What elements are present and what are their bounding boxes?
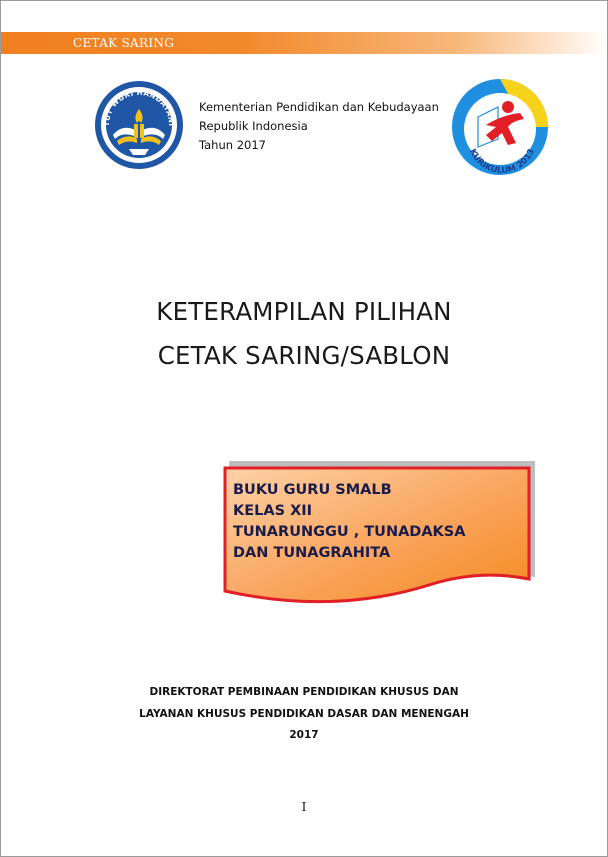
header-banner (1, 32, 607, 54)
page-number: I (301, 800, 307, 814)
card-line-2: KELAS XII (233, 503, 313, 519)
logo-text: KURIKULUM 2013 (467, 147, 537, 177)
book-title-line-2: CETAK SARING/SABLON (157, 341, 451, 370)
banner-title: CETAK SARING (73, 36, 175, 50)
ministry-country: Republik Indonesia (199, 119, 308, 133)
directorate-line-2: LAYANAN KHUSUS PENDIDIKAN DASAR DAN MENENGAH (139, 707, 469, 720)
card-line-1: BUKU GURU SMALB (233, 482, 392, 498)
card-line-4: DAN TUNAGRAHITA (233, 545, 391, 561)
subtitle-card-text (233, 480, 465, 564)
ministry-name: Kementerian Pendidikan dan Kebudayaan (199, 100, 439, 114)
book-title-line-1: KETERAMPILAN PILIHAN (156, 297, 452, 326)
tut-wuri-handayani-emblem-icon (93, 79, 185, 171)
directorate-block (1, 682, 607, 747)
card-line-3: TUNARUNGGU , TUNADAKSA (233, 524, 466, 540)
directorate-year: 2017 (289, 729, 319, 741)
book-subtitle-card (223, 459, 537, 609)
emblem-text: TUT WURI HANDAYANI (101, 87, 177, 127)
directorate-line-1: DIREKTORAT PEMBINAAN PENDIDIKAN KHUSUS DAN (149, 686, 459, 698)
kurikulum-2013-logo-icon (450, 77, 550, 177)
ministry-year: Tahun 2017 (199, 138, 266, 152)
ministry-block (199, 98, 439, 155)
